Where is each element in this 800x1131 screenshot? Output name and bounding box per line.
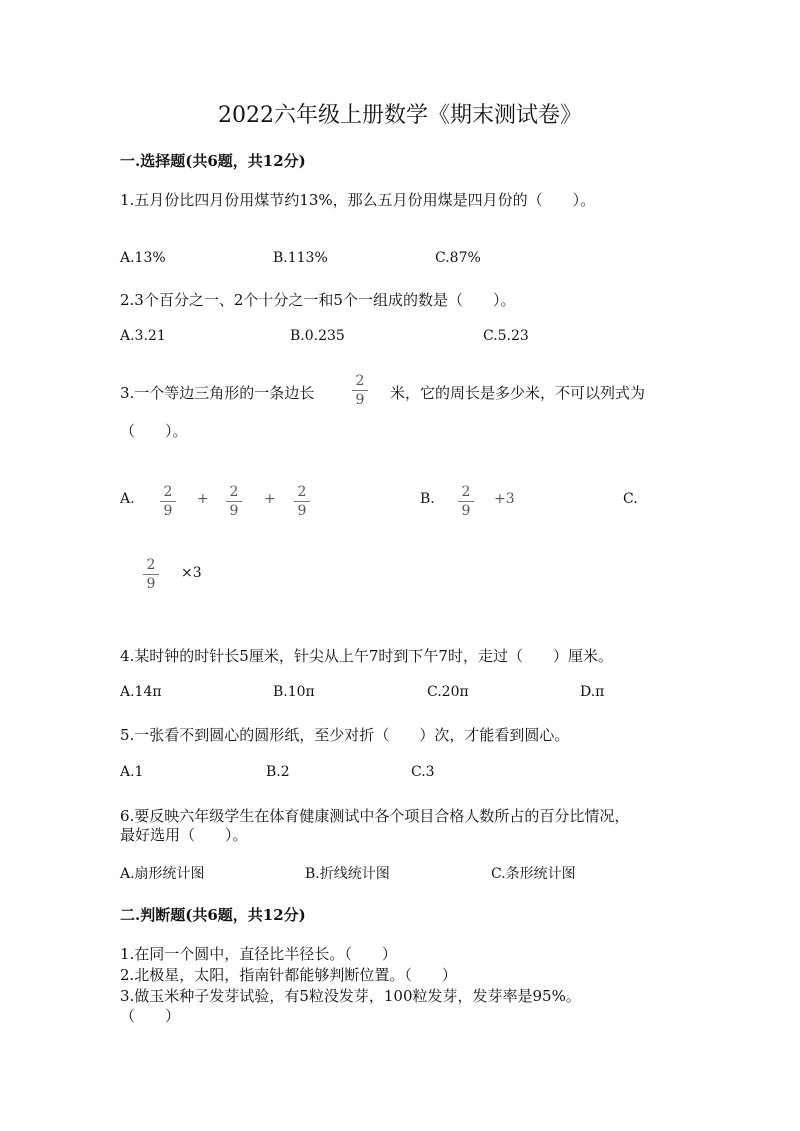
question-3-option-a-label: A. xyxy=(120,491,135,507)
judgement-item-3: 3.做玉米种子发芽试验，有5粒没发芽，100粒发芽，发芽率是95%。 xyxy=(120,987,581,1005)
question-4-option-c: C.20π xyxy=(427,684,469,700)
question-3-option-b-tail: +3 xyxy=(494,491,515,507)
option-a-fraction-2 xyxy=(226,484,242,519)
question-6-option-a: A.扇形统计图 xyxy=(120,866,205,882)
question-3-option-b-label: B. xyxy=(420,491,435,507)
fraction-bar xyxy=(160,501,176,502)
plus-sign: + xyxy=(264,491,276,507)
question-4-option-b: B.10π xyxy=(273,684,315,700)
question-3-stem-before: 3.一个等边三角形的一条边长 xyxy=(120,384,315,402)
question-1-option-c: C.87% xyxy=(435,250,481,266)
fraction-bar xyxy=(294,501,310,502)
option-c-fraction xyxy=(143,557,159,592)
question-1-option-a: A.13% xyxy=(120,250,166,266)
question-2-stem: 2.3个百分之一、2个十分之一和5个一组成的数是（ ）。 xyxy=(120,291,516,309)
question-6-stem-line1: 6.要反映六年级学生在体育健康测试中各个项目合格人数所占的百分比情况， xyxy=(120,807,630,825)
fraction-numerator: 2 xyxy=(146,557,156,573)
fraction-numerator: 2 xyxy=(297,484,307,500)
fraction-denominator: 9 xyxy=(163,503,173,519)
page-title: 2022六年级上册数学《期末测试卷》 xyxy=(218,103,582,128)
fraction-numerator: 2 xyxy=(163,484,173,500)
question-1-option-b: B.113% xyxy=(273,250,328,266)
question-2-option-b: B.0.235 xyxy=(290,328,345,344)
judgement-item-1: 1.在同一个圆中，直径比半径长。（ ） xyxy=(120,945,397,963)
option-a-fraction-3 xyxy=(294,484,310,519)
question-3-stem-fraction xyxy=(352,373,368,408)
fraction-numerator: 2 xyxy=(355,373,365,389)
question-6-stem-line2: 最好选用（ ）。 xyxy=(120,826,248,844)
question-4-option-a: A.14π xyxy=(120,684,162,700)
question-3-option-c-label: C. xyxy=(623,491,638,507)
fraction-denominator: 9 xyxy=(146,576,156,592)
question-5-option-b: B.2 xyxy=(266,764,290,780)
plus-sign: + xyxy=(197,491,209,507)
option-a-fraction-1 xyxy=(160,484,176,519)
fraction-denominator: 9 xyxy=(297,503,307,519)
question-5-option-c: C.3 xyxy=(411,764,435,780)
section-heading-judgement: 二.判断题(共6题，共12分) xyxy=(120,906,306,924)
fraction-bar xyxy=(458,501,474,502)
judgement-item-3-bracket: （ ） xyxy=(120,1007,181,1025)
question-3-option-c-tail: ×3 xyxy=(181,565,202,581)
fraction-bar xyxy=(352,390,368,391)
option-b-fraction xyxy=(458,484,474,519)
fraction-bar xyxy=(226,501,242,502)
fraction-denominator: 9 xyxy=(229,503,239,519)
question-2-option-a: A.3.21 xyxy=(120,328,166,344)
fraction-denominator: 9 xyxy=(461,503,471,519)
fraction-denominator: 9 xyxy=(355,392,365,408)
question-5-option-a: A.1 xyxy=(120,764,144,780)
question-4-stem: 4.某时钟的时针长5厘米，针尖从上午7时到下午7时，走过（ ）厘米。 xyxy=(120,647,613,665)
question-3-stem-after: 米，它的周长是多少米，不可以列式为 xyxy=(390,384,646,402)
question-1-stem: 1.五月份比四月份用煤节约13%，那么五月份用煤是四月份的（ ）。 xyxy=(120,191,596,209)
fraction-bar xyxy=(143,574,159,575)
judgement-item-2: 2.北极星，太阳，指南针都能够判断位置。（ ） xyxy=(120,966,457,984)
question-2-option-c: C.5.23 xyxy=(483,328,529,344)
question-5-stem: 5.一张看不到圆心的圆形纸，至少对折（ ）次，才能看到圆心。 xyxy=(120,726,570,744)
fraction-numerator: 2 xyxy=(461,484,471,500)
question-4-option-d: D.π xyxy=(580,684,605,700)
fraction-numerator: 2 xyxy=(229,484,239,500)
question-3-stem-line2: （ ）。 xyxy=(120,422,188,440)
question-6-option-c: C.条形统计图 xyxy=(491,866,576,882)
question-6-option-b: B.折线统计图 xyxy=(305,866,390,882)
section-heading-choice: 一.选择题(共6题，共12分) xyxy=(120,152,306,170)
